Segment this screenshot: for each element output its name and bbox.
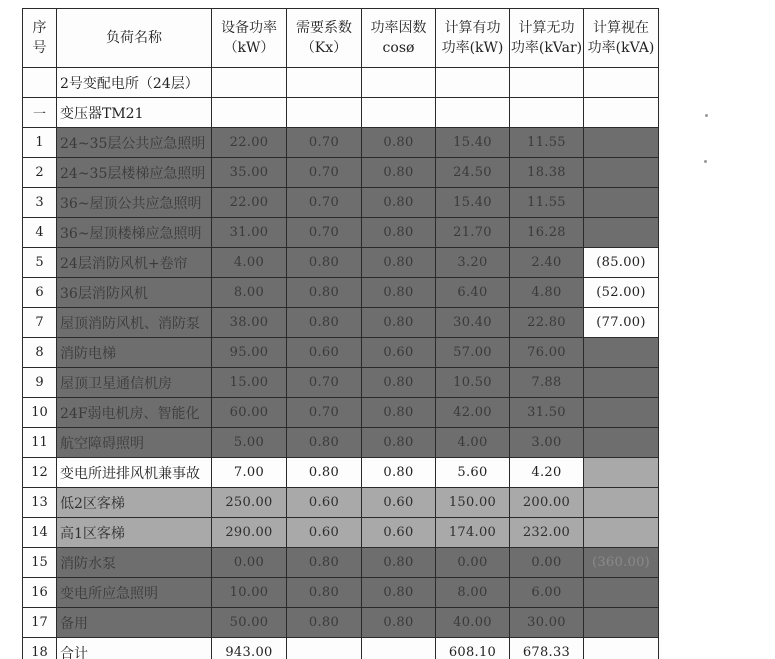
column-header <box>362 9 436 68</box>
apparent-power <box>584 638 659 659</box>
empty-cell <box>510 68 584 98</box>
equipment-power: 0.00 <box>212 548 287 578</box>
active-power: 24.50 <box>436 158 510 188</box>
active-power: 5.60 <box>436 458 510 488</box>
power-factor: 0.60 <box>362 518 436 548</box>
power-factor: 0.80 <box>362 158 436 188</box>
load-name: 屋顶消防风机、消防泵 <box>57 308 212 338</box>
equipment-power: 38.00 <box>212 308 287 338</box>
table-row <box>23 458 659 488</box>
active-power: 57.00 <box>436 338 510 368</box>
table-row <box>23 638 659 659</box>
power-factor <box>362 638 436 659</box>
empty-cell <box>287 98 362 128</box>
active-power: 4.00 <box>436 428 510 458</box>
apparent-power <box>584 398 659 428</box>
apparent-power: (77.00) <box>584 308 659 338</box>
demand-factor: 0.80 <box>287 248 362 278</box>
reactive-power: 3.00 <box>510 428 584 458</box>
reactive-power: 31.50 <box>510 398 584 428</box>
active-power: 40.00 <box>436 608 510 638</box>
section-row <box>23 68 659 98</box>
load-name: 航空障碍照明 <box>57 428 212 458</box>
row-number: 16 <box>23 578 57 608</box>
apparent-power <box>584 578 659 608</box>
column-header-line2: （kW） <box>223 40 275 56</box>
table-row <box>23 158 659 188</box>
equipment-power: 5.00 <box>212 428 287 458</box>
load-name: 消防电梯 <box>57 338 212 368</box>
equipment-power: 10.00 <box>212 578 287 608</box>
load-name: 24F弱电机房、智能化 <box>57 398 212 428</box>
row-number: 12 <box>23 458 57 488</box>
table-row <box>23 488 659 518</box>
active-power: 150.00 <box>436 488 510 518</box>
power-factor: 0.80 <box>362 218 436 248</box>
column-header-line1: 需要系数 <box>296 20 352 36</box>
demand-factor: 0.80 <box>287 548 362 578</box>
reactive-power: 22.80 <box>510 308 584 338</box>
reactive-power: 0.00 <box>510 548 584 578</box>
row-number: 17 <box>23 608 57 638</box>
column-header-line1: 负荷名称 <box>106 30 162 46</box>
load-name: 备用 <box>57 608 212 638</box>
table-row <box>23 398 659 428</box>
row-number: 8 <box>23 338 57 368</box>
column-header-line1: 计算有功 <box>444 20 501 36</box>
demand-factor: 0.80 <box>287 308 362 338</box>
reactive-power: 2.40 <box>510 248 584 278</box>
empty-cell <box>287 68 362 98</box>
demand-factor <box>287 638 362 659</box>
empty-cell <box>584 68 659 98</box>
document-page <box>22 8 662 659</box>
load-name: 变压器TM21 <box>57 98 212 128</box>
apparent-power: (85.00) <box>584 248 659 278</box>
row-number: 7 <box>23 308 57 338</box>
column-header-line2: 功率(kVA) <box>587 40 655 56</box>
power-factor: 0.80 <box>362 458 436 488</box>
demand-factor: 0.80 <box>287 458 362 488</box>
load-name: 变电所进排风机兼事故 <box>57 458 212 488</box>
power-factor: 0.80 <box>362 128 436 158</box>
apparent-power <box>584 488 659 518</box>
reactive-power: 4.80 <box>510 278 584 308</box>
row-number: 18 <box>23 638 57 659</box>
active-power: 15.40 <box>436 188 510 218</box>
column-header-line2: （Kx） <box>300 40 348 56</box>
apparent-power: (52.00) <box>584 278 659 308</box>
power-factor: 0.80 <box>362 548 436 578</box>
equipment-power: 7.00 <box>212 458 287 488</box>
apparent-power <box>584 518 659 548</box>
empty-cell <box>510 98 584 128</box>
reactive-power: 200.00 <box>510 488 584 518</box>
load-name: 24~35层楼梯应急照明 <box>57 158 212 188</box>
row-number: 2 <box>23 158 57 188</box>
reactive-power: 76.00 <box>510 338 584 368</box>
empty-cell <box>436 98 510 128</box>
row-number <box>23 68 57 98</box>
apparent-power <box>584 368 659 398</box>
empty-cell <box>584 98 659 128</box>
table-row <box>23 308 659 338</box>
active-power: 30.40 <box>436 308 510 338</box>
column-header-line2: 号 <box>32 40 47 56</box>
power-factor: 0.80 <box>362 578 436 608</box>
table-row <box>23 548 659 578</box>
table-row <box>23 578 659 608</box>
apparent-power <box>584 428 659 458</box>
reactive-power: 232.00 <box>510 518 584 548</box>
table-row <box>23 188 659 218</box>
power-factor: 0.80 <box>362 398 436 428</box>
row-number: 5 <box>23 248 57 278</box>
column-header <box>436 9 510 68</box>
reactive-power: 30.00 <box>510 608 584 638</box>
power-factor: 0.80 <box>362 428 436 458</box>
power-factor: 0.80 <box>362 188 436 218</box>
column-header-line1: 计算视在 <box>593 20 649 36</box>
table-row <box>23 248 659 278</box>
empty-cell <box>362 68 436 98</box>
demand-factor: 0.80 <box>287 278 362 308</box>
scan-speck <box>704 160 707 163</box>
row-number: 3 <box>23 188 57 218</box>
power-factor: 0.80 <box>362 608 436 638</box>
table-row <box>23 608 659 638</box>
equipment-power: 60.00 <box>212 398 287 428</box>
reactive-power: 7.88 <box>510 368 584 398</box>
empty-cell <box>362 98 436 128</box>
row-number: 15 <box>23 548 57 578</box>
active-power: 42.00 <box>436 398 510 428</box>
equipment-power: 290.00 <box>212 518 287 548</box>
load-name: 消防水泵 <box>57 548 212 578</box>
load-name: 24层消防风机+卷帘 <box>57 248 212 278</box>
reactive-power: 11.55 <box>510 128 584 158</box>
row-number: 10 <box>23 398 57 428</box>
load-name: 36~屋顶楼梯应急照明 <box>57 218 212 248</box>
apparent-power <box>584 128 659 158</box>
table-row <box>23 128 659 158</box>
power-factor: 0.80 <box>362 248 436 278</box>
demand-factor: 0.70 <box>287 158 362 188</box>
apparent-power <box>584 608 659 638</box>
empty-cell <box>212 98 287 128</box>
section-row <box>23 98 659 128</box>
demand-factor: 0.70 <box>287 398 362 428</box>
equipment-power: 35.00 <box>212 158 287 188</box>
demand-factor: 0.70 <box>287 218 362 248</box>
power-factor: 0.80 <box>362 368 436 398</box>
column-header-line2: 功率(kW) <box>441 40 504 56</box>
demand-factor: 0.60 <box>287 338 362 368</box>
header-row <box>23 9 659 68</box>
demand-factor: 0.70 <box>287 188 362 218</box>
row-number: 14 <box>23 518 57 548</box>
table-row <box>23 428 659 458</box>
reactive-power: 11.55 <box>510 188 584 218</box>
apparent-power <box>584 158 659 188</box>
column-header <box>212 9 287 68</box>
load-name: 24~35层公共应急照明 <box>57 128 212 158</box>
column-header-line2: 功率(kVar) <box>510 40 583 56</box>
column-header-line2: cosø <box>382 40 415 56</box>
row-number: 1 <box>23 128 57 158</box>
demand-factor: 0.60 <box>287 488 362 518</box>
power-factor: 0.60 <box>362 488 436 518</box>
active-power: 608.10 <box>436 638 510 659</box>
row-number: 一 <box>23 98 57 128</box>
load-name: 低2区客梯 <box>57 488 212 518</box>
active-power: 6.40 <box>436 278 510 308</box>
table-row <box>23 518 659 548</box>
load-name: 2号变配电所（24层） <box>57 68 212 98</box>
column-header <box>510 9 584 68</box>
apparent-power <box>584 338 659 368</box>
equipment-power: 943.00 <box>212 638 287 659</box>
load-name: 变电所应急照明 <box>57 578 212 608</box>
column-header <box>287 9 362 68</box>
load-calculation-table <box>22 8 659 659</box>
column-header <box>23 9 57 68</box>
active-power: 10.50 <box>436 368 510 398</box>
equipment-power: 22.00 <box>212 188 287 218</box>
active-power: 174.00 <box>436 518 510 548</box>
load-name: 屋顶卫星通信机房 <box>57 368 212 398</box>
reactive-power: 678.33 <box>510 638 584 659</box>
power-factor: 0.60 <box>362 338 436 368</box>
load-name: 36~屋顶公共应急照明 <box>57 188 212 218</box>
demand-factor: 0.80 <box>287 428 362 458</box>
row-number: 9 <box>23 368 57 398</box>
power-factor: 0.80 <box>362 278 436 308</box>
table-row <box>23 278 659 308</box>
demand-factor: 0.80 <box>287 608 362 638</box>
load-name: 36层消防风机 <box>57 278 212 308</box>
empty-cell <box>212 68 287 98</box>
demand-factor: 0.70 <box>287 368 362 398</box>
column-header-line1: 功率因数 <box>370 20 427 36</box>
active-power: 15.40 <box>436 128 510 158</box>
equipment-power: 4.00 <box>212 248 287 278</box>
active-power: 3.20 <box>436 248 510 278</box>
table-row <box>23 338 659 368</box>
apparent-power <box>584 458 659 488</box>
apparent-power: (360.00) <box>584 548 659 578</box>
row-number: 6 <box>23 278 57 308</box>
equipment-power: 15.00 <box>212 368 287 398</box>
equipment-power: 250.00 <box>212 488 287 518</box>
reactive-power: 6.00 <box>510 578 584 608</box>
column-header-line1: 计算无功 <box>518 20 575 36</box>
reactive-power: 16.28 <box>510 218 584 248</box>
row-number: 4 <box>23 218 57 248</box>
power-factor: 0.80 <box>362 308 436 338</box>
row-number: 11 <box>23 428 57 458</box>
equipment-power: 95.00 <box>212 338 287 368</box>
active-power: 21.70 <box>436 218 510 248</box>
apparent-power <box>584 188 659 218</box>
demand-factor: 0.60 <box>287 518 362 548</box>
demand-factor: 0.80 <box>287 578 362 608</box>
scan-speck <box>705 114 708 117</box>
table-row <box>23 368 659 398</box>
active-power: 0.00 <box>436 548 510 578</box>
column-header <box>584 9 659 68</box>
row-number: 13 <box>23 488 57 518</box>
equipment-power: 50.00 <box>212 608 287 638</box>
equipment-power: 8.00 <box>212 278 287 308</box>
load-name: 合计 <box>57 638 212 659</box>
apparent-power <box>584 218 659 248</box>
demand-factor: 0.70 <box>287 128 362 158</box>
reactive-power: 18.38 <box>510 158 584 188</box>
equipment-power: 31.00 <box>212 218 287 248</box>
empty-cell <box>436 68 510 98</box>
column-header-line1: 序 <box>32 20 47 36</box>
column-header-line1: 设备功率 <box>221 20 277 36</box>
equipment-power: 22.00 <box>212 128 287 158</box>
reactive-power: 4.20 <box>510 458 584 488</box>
active-power: 8.00 <box>436 578 510 608</box>
table-row <box>23 218 659 248</box>
column-header <box>57 9 212 68</box>
load-name: 高1区客梯 <box>57 518 212 548</box>
